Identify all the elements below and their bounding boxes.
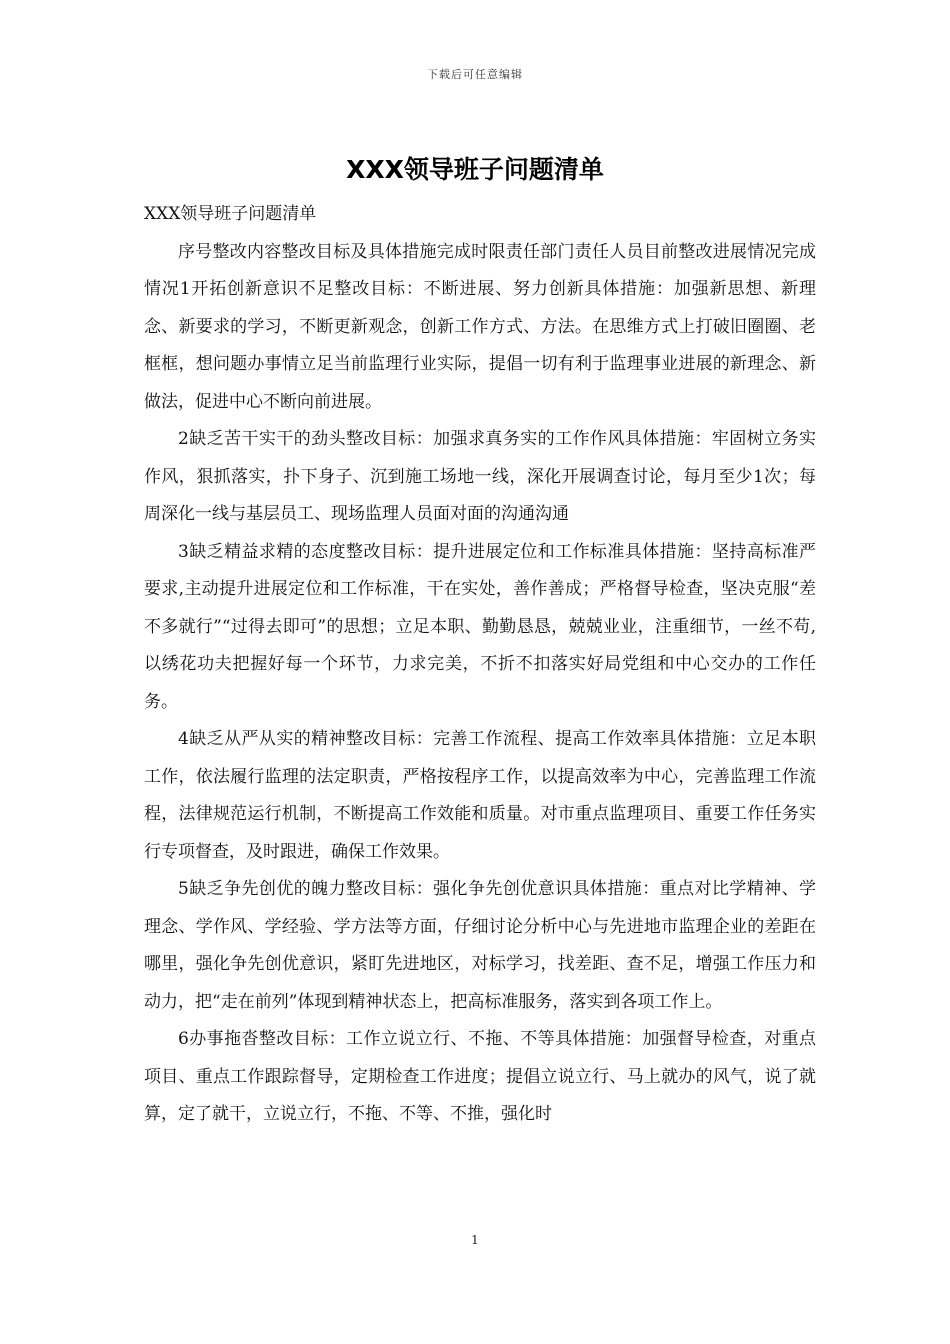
document-body xyxy=(144,196,816,1134)
document-subtitle: XXX领导班子问题清单 xyxy=(144,204,317,224)
paragraph-3: 3缺乏精益求精的态度整改目标：提升进展定位和工作标准具体措施：坚持高标准严要求,主动提升进展定位和工作标准，干在实处，善作善成；严格督导检查，坚决克服“差不多就行”“过得去即可”的思想；立足本职、勤勤恳恳，兢兢业业，注重细节，一丝不苟,以绣花功夫把握好每一个环节，力求完美，不折不扣落实好局党组和中心交办的工作任务。 xyxy=(144,541,816,712)
paragraph-1: 序号整改内容整改目标及具体措施完成时限责任部门责任人员目前整改进展情况完成情况1开拓创新意识不足整改目标：不断进展、努力创新具体措施：加强新思想、新理念、新要求的学习，不断更新观念，创新工作方式、方法。在思维方式上打破旧圈圈、老框框，想问题办事情立足当前监理行业实际，提倡一切有利于监理事业进展的新理念、新做法，促进中心不断向前进展。 xyxy=(144,241,816,412)
paragraph-5: 5缺乏争先创优的魄力整改目标：强化争先创优意识具体措施：重点对比学精神、学理念、学作风、学经验、学方法等方面，仔细讨论分析中心与先进地市监理企业的差距在哪里，强化争先创优意识，紧盯先进地区，对标学习，找差距、查不足，增强工作压力和动力，把“走在前列”体现到精神状态上，把高标准服务，落实到各项工作上。 xyxy=(144,879,816,1012)
paragraph-4: 4缺乏从严从实的精神整改目标：完善工作流程、提高工作效率具体措施：立足本职工作，依法履行监理的法定职责，严格按程序工作，以提高效率为中心，完善监理工作流程，法律规范运行机制，不断提高工作效能和质量。对市重点监理项目、重要工作任务实行专项督查，及时跟进，确保工作效果。 xyxy=(144,729,816,862)
paragraph-6: 6办事拖沓整改目标：工作立说立行、不拖、不等具体措施：加强督导检查，对重点项目、重点工作跟踪督导，定期检查工作进度；提倡立说立行、马上就办的风气，说了就算，定了就干，立说立行，不拖、不等、不推，强化时 xyxy=(144,1029,816,1124)
paragraph-2: 2缺乏苦干实干的劲头整改目标：加强求真务实的工作作风具体措施：牢固树立务实作风，狠抓落实，扑下身子、沉到施工场地一线，深化开展调查讨论，每月至少1次；每周深化一线与基层员工、现场监理人员面对面的沟通沟通 xyxy=(144,429,816,524)
page-number: 1 xyxy=(471,1233,479,1247)
document-title: XXX领导班子问题清单 xyxy=(346,155,604,184)
header-note: 下载后可任意编辑 xyxy=(427,68,523,81)
